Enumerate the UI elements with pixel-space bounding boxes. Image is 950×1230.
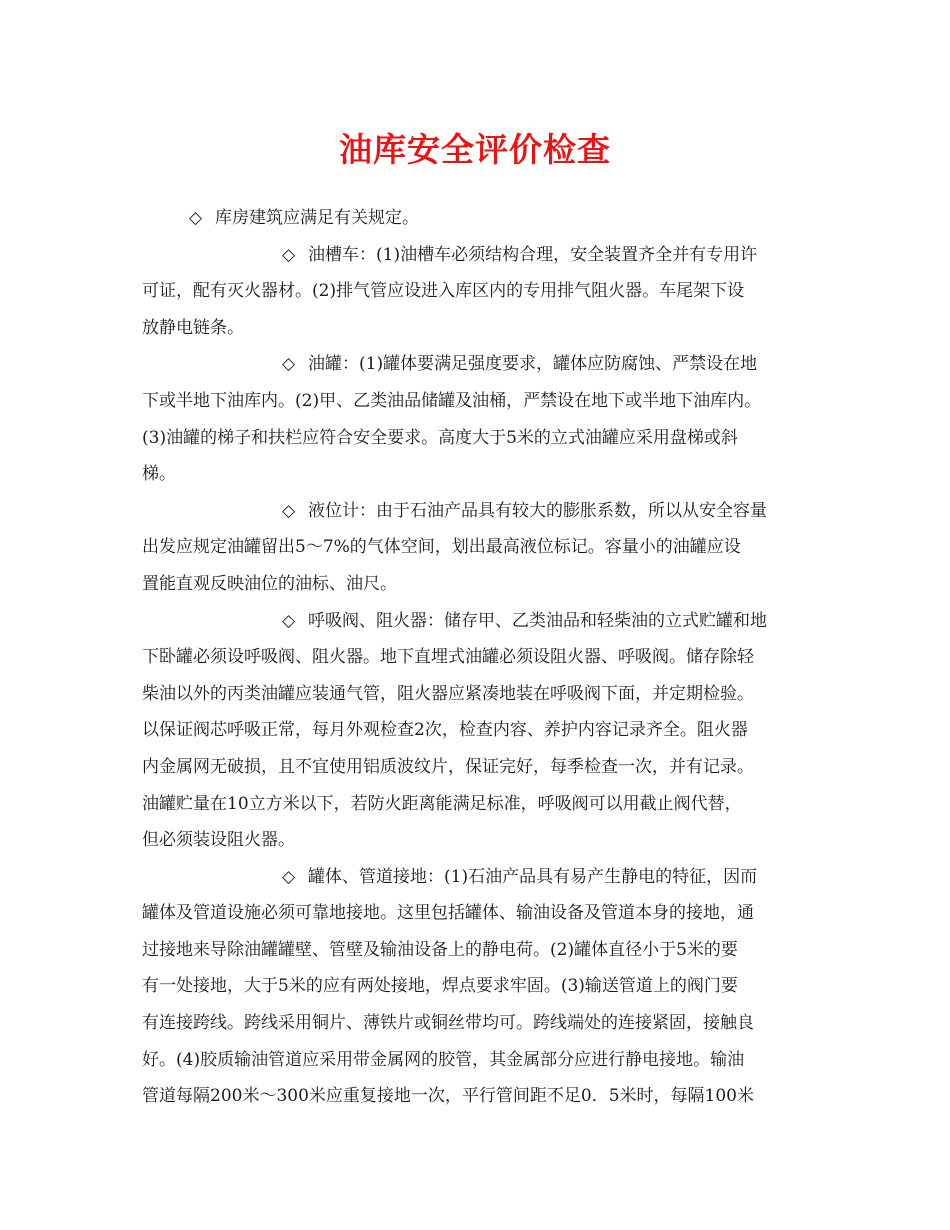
paragraph-line: 但必须装设阻火器。 — [142, 830, 295, 851]
paragraph-grounding — [142, 859, 810, 1115]
paragraph-line: 置能直观反映油位的油标、油尺。 — [142, 573, 397, 594]
paragraph-line: 库房建筑应满足有关规定。 — [215, 208, 419, 228]
paragraph-line: 下卧罐必须设呼吸阀、阻火器。地下直埋式油罐必须设阻火器、呼吸阀。储存除轻 — [142, 647, 754, 668]
paragraph-line: (3)油罐的梯子和扶栏应符合安全要求。高度大于5米的立式油罐应采用盘梯或斜 — [142, 427, 738, 448]
document-title: 油库安全评价检查 — [339, 130, 611, 169]
diamond-bullet-icon: ◇ — [282, 500, 296, 521]
paragraph-line: 油罐贮量在10立方米以下，若防火距离能满足标准，呼吸阀可以用截止阀代替， — [142, 793, 742, 814]
paragraph-breather-valve — [142, 603, 810, 859]
diamond-bullet-icon: ◇ — [282, 244, 296, 265]
paragraph-line: 罐体、管道接地：(1)石油产品具有易产生静电的特征，因而 — [308, 866, 758, 887]
diamond-bullet-icon: ◇ — [189, 208, 203, 228]
paragraph-line: 油罐：(1)罐体要满足强度要求，罐体应防腐蚀、严禁设在地 — [308, 354, 758, 375]
paragraph-line: 梯。 — [142, 464, 176, 485]
paragraph-tank-truck — [142, 237, 810, 347]
paragraph-line: 有连接跨线。跨线采用铜片、薄铁片或铜丝带均可。跨线端处的连接紧固，接触良 — [142, 1013, 754, 1034]
document-body — [142, 200, 810, 1115]
paragraph-line: 内金属网无破损，且不宜使用铝质波纹片，保证完好，每季检查一次，并有记录。 — [142, 756, 754, 777]
paragraph-line: 呼吸阀、阻火器：储存甲、乙类油品和轻柴油的立式贮罐和地 — [308, 610, 767, 631]
paragraph-oil-tank — [142, 346, 810, 492]
paragraph-building — [142, 200, 810, 237]
paragraph-line: 出发应规定油罐留出5～7%的气体空间，划出最高液位标记。容量小的油罐应设 — [142, 537, 741, 558]
paragraph-line: 以保证阀芯呼吸正常，每月外观检查2次，检查内容、养护内容记录齐全。阻火器 — [142, 720, 748, 741]
diamond-bullet-icon: ◇ — [282, 354, 296, 375]
paragraph-line: 好。(4)胶质输油管道应采用带金属网的胶管，其金属部分应进行静电接地。输油 — [142, 1049, 745, 1070]
paragraph-line: 放静电链条。 — [142, 317, 244, 338]
paragraph-line: 柴油以外的丙类油罐应装通气管，阻火器应紧凑地装在呼吸阀下面，并定期检验。 — [142, 683, 754, 704]
paragraph-line: 液位计：由于石油产品具有较大的膨胀系数，所以从安全容量 — [308, 500, 767, 521]
paragraph-line: 过接地来导除油罐罐壁、管壁及输油设备上的静电荷。(2)罐体直径小于5米的要 — [142, 939, 738, 960]
paragraph-level-gauge — [142, 493, 810, 603]
paragraph-line: 罐体及管道设施必须可靠地接地。这里包括罐体、输油设备及管道本身的接地，通 — [142, 903, 754, 924]
paragraph-line: 可证，配有灭火器材。(2)排气管应设进入库区内的专用排气阻火器。车尾架下设 — [142, 281, 745, 302]
paragraph-line: 下或半地下油库内。(2)甲、乙类油品储罐及油桶，严禁设在地下或半地下油库内。 — [142, 390, 762, 411]
diamond-bullet-icon: ◇ — [282, 866, 296, 887]
diamond-bullet-icon: ◇ — [282, 610, 296, 631]
paragraph-line: 管道每隔200米～300米应重复接地一次，平行管间距不足0．5米时，每隔100米 — [142, 1086, 754, 1107]
paragraph-line: 有一处接地，大于5米的应有两处接地，焊点要求牢固。(3)输送管道上的阀门要 — [142, 976, 738, 997]
paragraph-line: 油槽车：(1)油槽车必须结构合理，安全装置齐全并有专用许 — [308, 244, 758, 265]
